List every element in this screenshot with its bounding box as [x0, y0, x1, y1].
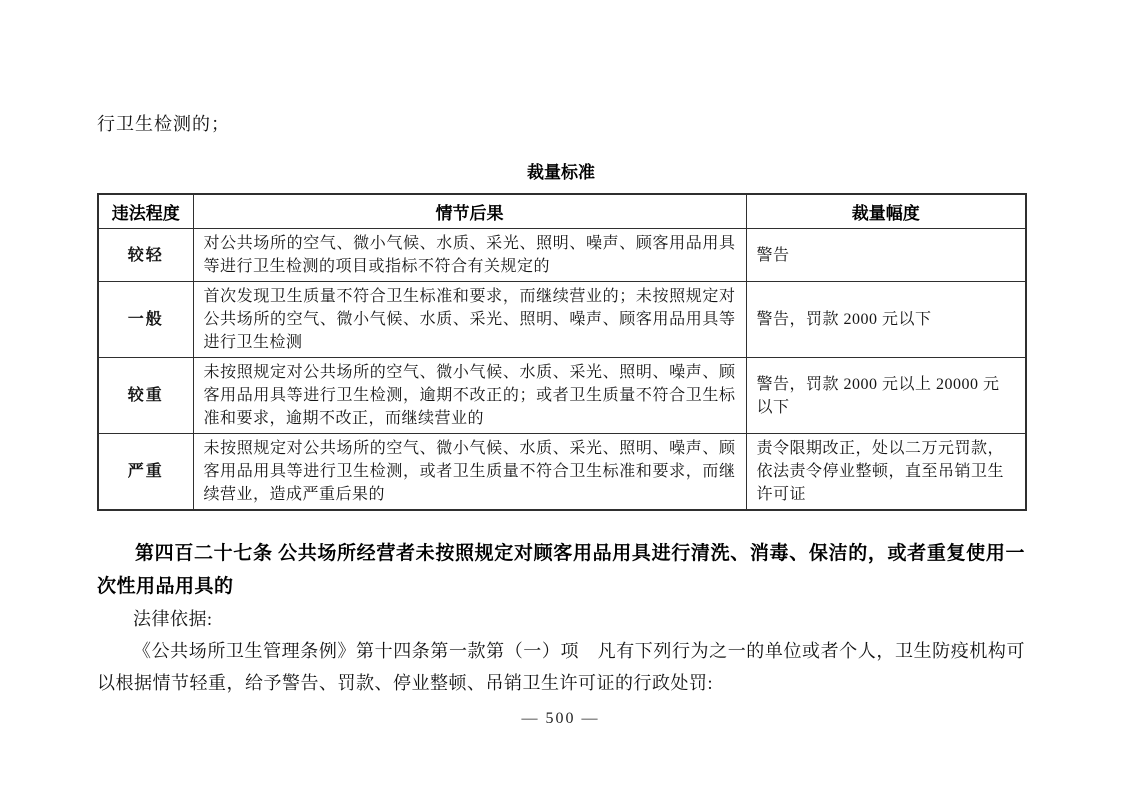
cell-level: 一般 [98, 282, 193, 358]
cell-consequence: 未按照规定对公共场所的空气、微小气候、水质、采光、照明、噪声、顾客用品用具等进行卫生检测，逾期不改正的；或者卫生质量不符合卫生标准和要求，逾期不改正，而继续营业的 [193, 358, 746, 434]
intro-line: 行卫生检测的； [97, 114, 230, 134]
cell-consequence: 未按照规定对公共场所的空气、微小气候、水质、采光、照明、噪声、顾客用品用具等进行卫生检测，或者卫生质量不符合卫生标准和要求，而继续营业，造成严重后果的 [193, 434, 746, 511]
table-header-row [98, 194, 1026, 229]
header-violation-level: 违法程度 [98, 194, 193, 229]
article-heading: 第四百二十七条 公共场所经营者未按照规定对顾客用品用具进行清洗、消毒、保洁的，或者重复使用一次性用品用具的 [97, 543, 1025, 597]
cell-level: 较轻 [98, 229, 193, 282]
cell-level: 较重 [98, 358, 193, 434]
table-row [98, 434, 1026, 511]
header-discretion-range: 裁量幅度 [746, 194, 1026, 229]
cell-level: 严重 [98, 434, 193, 511]
table-row [98, 358, 1026, 434]
page-number: — 500 — [521, 710, 600, 727]
article-section [97, 537, 1025, 699]
cell-consequence: 对公共场所的空气、微小气候、水质、采光、照明、噪声、顾客用品用具等进行卫生检测的项目或指标不符合有关规定的 [193, 229, 746, 282]
table-title: 裁量标准 [527, 163, 595, 182]
cell-range: 警告，罚款 2000 元以下 [746, 282, 1026, 358]
discretion-table [97, 193, 1027, 511]
legal-basis-label: 法律依据: [133, 609, 213, 629]
table-row [98, 229, 1026, 282]
discretion-table-body [98, 229, 1026, 511]
table-row [98, 282, 1026, 358]
cell-consequence: 首次发现卫生质量不符合卫生标准和要求，而继续营业的；未按照规定对公共场所的空气、微小气候、水质、采光、照明、噪声、顾客用品用具等进行卫生检测 [193, 282, 746, 358]
cell-range: 责令限期改正，处以二万元罚款，依法责令停业整顿，直至吊销卫生许可证 [746, 434, 1026, 511]
cell-range: 警告 [746, 229, 1026, 282]
legal-basis-text: 《公共场所卫生管理条例》第十四条第一款第（一）项 凡有下列行为之一的单位或者个人，卫生防疫机构可以根据情节轻重，给予警告、罚款、停业整顿、吊销卫生许可证的行政处罚: [97, 641, 1025, 693]
cell-range: 警告，罚款 2000 元以上 20000 元以下 [746, 358, 1026, 434]
header-circumstance: 情节后果 [193, 194, 746, 229]
